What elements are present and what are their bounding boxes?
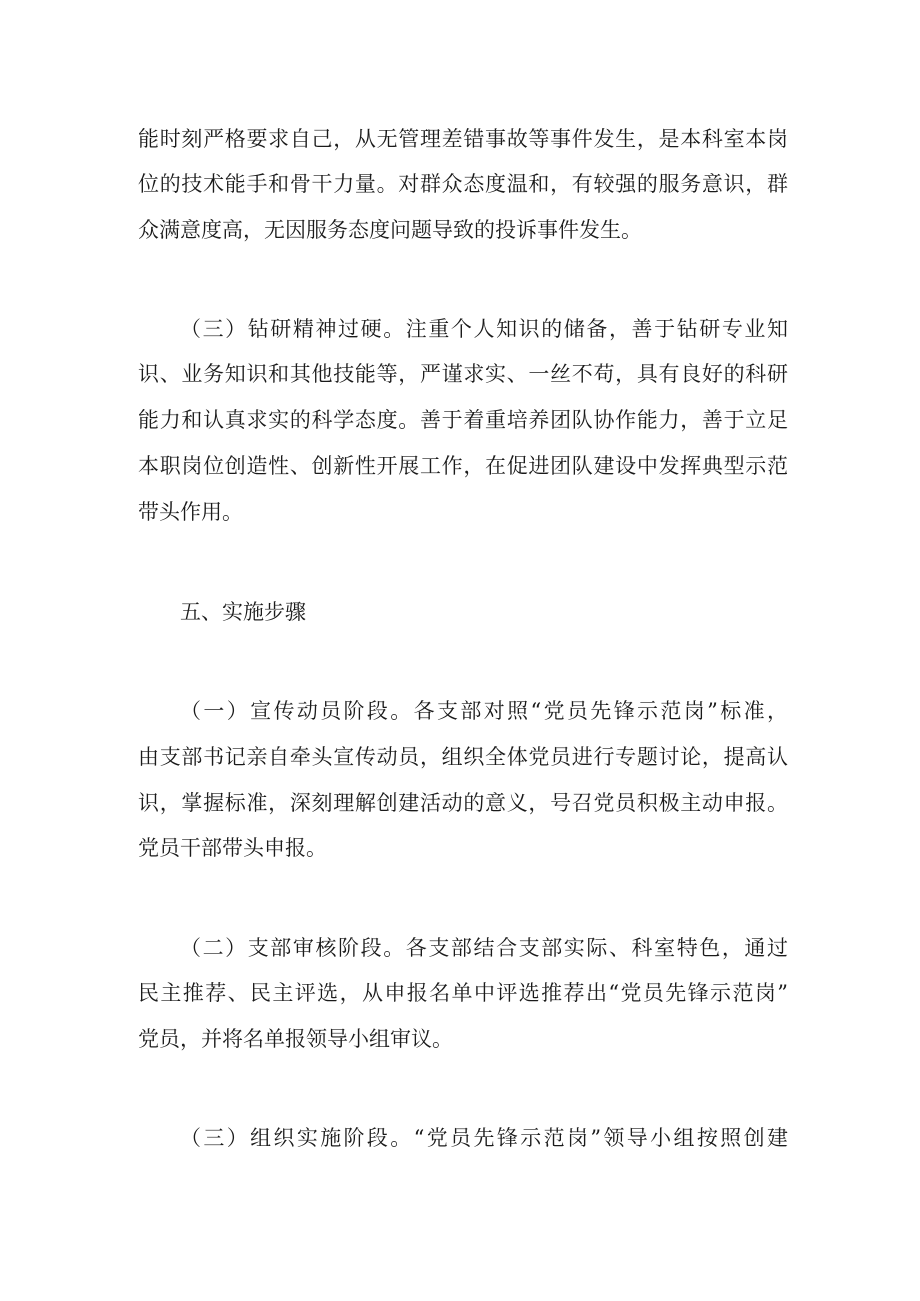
text-line: 民主推荐、民主评选，从申报名单中评选推荐出“党员先锋示范岗” <box>138 981 788 1005</box>
text-line: 党员，并将名单报领导小组审议。 <box>138 1027 453 1051</box>
text-line: 识、业务知识和其他技能等，严谨求实、一丝不苟，具有良好的科研 <box>138 362 788 386</box>
text-line: （二）支部审核阶段。各支部结合支部实际、科室特色，通过 <box>180 936 788 960</box>
text-line: 党员干部带头申报。 <box>138 836 327 860</box>
text-line: 位的技术能手和骨干力量。对群众态度温和，有较强的服务意识，群 <box>138 172 788 196</box>
text-line: （一）宣传动员阶段。各支部对照“党员先锋示范岗”标准， <box>180 699 788 723</box>
text-line: 众满意度高，无因服务态度问题导致的投诉事件发生。 <box>138 218 642 242</box>
text-line: （三）组织实施阶段。“党员先锋示范岗”领导小组按照创建 <box>180 1126 788 1150</box>
text-line: 能力和认真求实的科学态度。善于着重培养团队协作能力，善于立足 <box>138 408 788 432</box>
text-line: 由支部书记亲自牵头宣传动员，组织全体党员进行专题讨论，提高认 <box>138 745 788 769</box>
section-heading: 五、实施步骤 <box>180 600 306 624</box>
text-line: 能时刻严格要求自己，从无管理差错事故等事件发生，是本科室本岗 <box>138 127 788 151</box>
text-line: 带头作用。 <box>138 500 243 524</box>
text-line: （三）钻研精神过硬。注重个人知识的储备，善于钻研专业知 <box>180 317 788 341</box>
text-line: 识，掌握标准，深刻理解创建活动的意义，号召党员积极主动申报。 <box>138 791 788 815</box>
text-line: 本职岗位创造性、创新性开展工作，在促进团队建设中发挥典型示范 <box>138 454 788 478</box>
